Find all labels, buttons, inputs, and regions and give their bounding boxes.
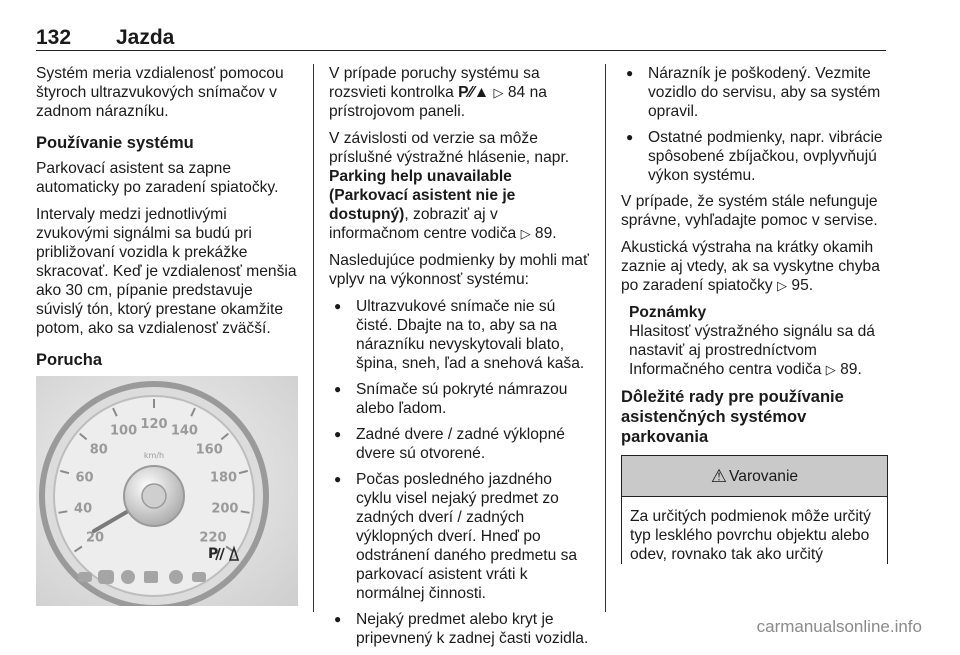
list-item: ● Ultrazvukové snímače nie sú čisté. Dbajte na to, aby sa na nárazníku nevyskytovali blato, špina, sneh, ľad a snehová kaša.	[329, 297, 591, 373]
warning-box	[621, 455, 888, 564]
fault-paragraph: V prípade poruchy systému sa rozsvieti kontrolka P⁄⁄▲ ▷ 84 na prístrojovom paneli.	[329, 65, 547, 120]
column-1	[36, 64, 298, 606]
list-item: ● Nejaký predmet alebo kryt je pripevnený k zadnej časti vozidla.	[329, 610, 591, 648]
heading-fault: Porucha	[36, 351, 103, 369]
column-divider	[605, 64, 606, 612]
warning-header	[622, 456, 887, 497]
speed-label: 140	[170, 423, 198, 439]
note-block	[621, 303, 888, 379]
parking-warning-icon: P⁄⁄▲	[458, 84, 490, 101]
warning-triangle-icon: ⚠	[710, 465, 728, 486]
chapter-title: Jazda	[116, 26, 175, 49]
list-item: ● Počas posledného jazdného cyklu visel nejaký predmet zo zadných dverí / zadných výklopných dverí. Hneď po odstránení daného predmetu sa parkovací asistent vráti k normálnej činnosti.	[329, 470, 591, 603]
page-ref-icon: ▷	[520, 226, 531, 241]
speed-unit-label: km/h	[143, 451, 165, 460]
instrument-cluster-illustration	[36, 376, 298, 606]
page-ref-icon: ▷	[825, 362, 836, 377]
speedometer-drawing	[36, 376, 298, 606]
heading-system-usage: Používanie systému	[36, 134, 194, 152]
service-paragraph: V prípade, že systém stále nefunguje správne, vyhľadajte pomoc v servise.	[621, 193, 878, 229]
column-2	[329, 64, 591, 655]
list-item: ● Ostatné podmienky, napr. vibrácie spôsobené zbíjačkou, ovplyvňujú výkon systému.	[621, 128, 888, 185]
warning-message-label: Parking help unavailable (Parkovací asistent nie je dostupný)	[329, 168, 516, 223]
watermark: carmanualsonline.info	[756, 617, 922, 636]
intervals-paragraph: Intervaly medzi jednotlivými zvukovými signálmi sa budú pri približovaní vozidla k prekážke skracovať. Keď je vzdialenosť menšia ako 30 cm, pípanie predstavuje súvislý tón, ktorý prestane okamžite potom, ako sa vzdialenosť zväčší.	[36, 206, 297, 337]
parking-assist-indicator-icon: P	[208, 546, 219, 562]
acoustic-paragraph: Akustická výstraha na krátky okamih zaznie aj vtedy, ak sa vyskytne chyba po zaradení spiatočky ▷ 95.	[621, 239, 880, 294]
note-text: Hlasitosť výstražného signálu sa dá nastaviť aj prostredníctvom Informačného centra vodiča ▷ 89.	[629, 323, 875, 378]
conditions-paragraph: Nasledujúce podmienky by mohli mať vplyv na výkonnosť systému:	[329, 252, 589, 288]
note-title: Poznámky	[629, 304, 707, 321]
page-header	[36, 26, 886, 51]
activation-paragraph: Parkovací asistent sa zapne automaticky po zaradení spiatočky.	[36, 160, 279, 196]
speed-label: 220	[199, 530, 227, 546]
list-item: ● Nárazník je poškodený. Vezmite vozidlo do servisu, aby sa systém opravil.	[621, 64, 888, 121]
column-divider	[313, 64, 314, 612]
speed-label: 180	[209, 470, 238, 486]
speed-label: 120	[140, 417, 168, 432]
speed-label: 100	[110, 423, 138, 439]
speed-label: 60	[75, 470, 94, 486]
page-ref-icon: ▷	[777, 278, 788, 293]
speed-label: 80	[89, 442, 108, 458]
speed-label: 160	[195, 442, 223, 458]
warning-title: Varovanie	[729, 467, 799, 485]
list-item: ● Zadné dvere / zadné výklopné dvere sú otvorené.	[329, 425, 591, 463]
intro-paragraph: Systém meria vzdialenosť pomocou štyroch ultrazvukových snímačov v zadnom nárazníku.	[36, 65, 284, 120]
heading-parking-tips: Dôležité rady pre používanie asistenčných systémov parkovania	[621, 388, 844, 446]
conditions-list-continued	[621, 64, 888, 185]
list-item: ● Snímače sú pokryté námrazou alebo ľadom.	[329, 380, 591, 418]
speed-label: 200	[211, 501, 239, 517]
page-number: 132	[36, 26, 72, 49]
conditions-list	[329, 297, 591, 648]
page-ref-icon: ▷	[493, 85, 504, 100]
speed-label: 20	[85, 530, 105, 546]
speed-label: 40	[74, 501, 93, 517]
version-paragraph: V závislosti od verzie sa môže príslušné výstražné hlásenie, napr. Parking help unavailable (Parkovací asistent nie je dostupný), zobraziť aj v informačnom centre vodiča ▷ 89.	[329, 130, 570, 242]
column-3	[621, 64, 888, 564]
warning-text: Za určitých podmienok môže určitý typ lesklého povrchu objektu alebo odev, rovnako tak ako určitý	[630, 508, 871, 563]
